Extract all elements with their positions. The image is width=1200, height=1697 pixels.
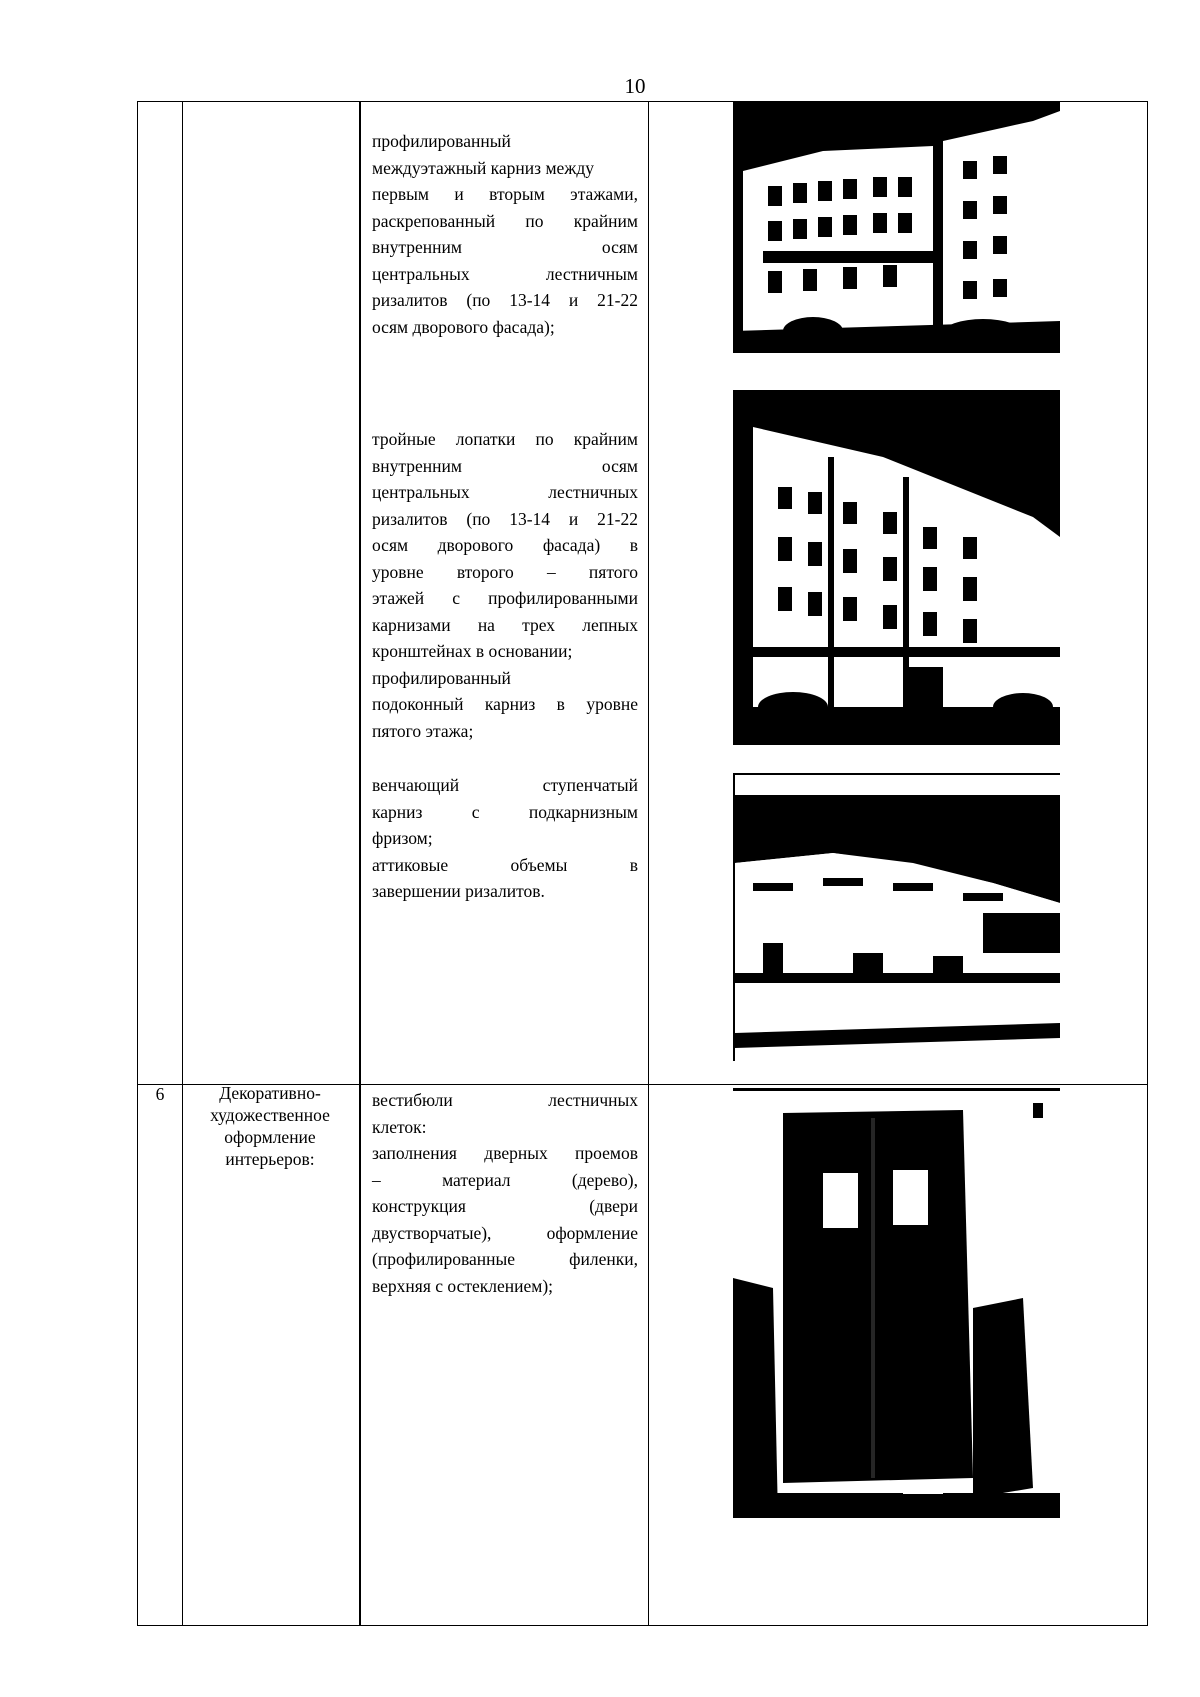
text-line: фризом; bbox=[372, 828, 433, 848]
text-line: осям дворового фасада); bbox=[372, 316, 555, 337]
text-line: аттиковые объемы в bbox=[372, 854, 638, 875]
row-title-line: интерьеров: bbox=[225, 1149, 315, 1169]
text-line: внутренним осям bbox=[372, 455, 638, 476]
text-line: осям дворового фасада) в bbox=[372, 535, 638, 555]
row-number: 6 bbox=[155, 1084, 165, 1104]
text-line: раскрепованный по крайним bbox=[372, 210, 638, 231]
courtyard-facade-photo-2 bbox=[733, 387, 1060, 745]
text-line: уровне второго – пятого bbox=[372, 561, 638, 582]
text-line: внутренним осям bbox=[372, 237, 638, 257]
text-line: клеток: bbox=[372, 1116, 427, 1137]
text-line: кронштейнах в основании; bbox=[372, 641, 573, 661]
text-line: пятого этажа; bbox=[372, 720, 474, 741]
text-line: (профилированные филенки, bbox=[372, 1249, 638, 1269]
courtyard-facade-photo-1 bbox=[733, 101, 1060, 353]
row-title-line: Декоративно- bbox=[219, 1083, 321, 1103]
row-title-line: художественное bbox=[210, 1105, 330, 1125]
row1-block2 bbox=[372, 426, 638, 744]
text-line: двустворчатые), оформление bbox=[372, 1222, 638, 1243]
row1-block1 bbox=[372, 128, 638, 340]
text-line: центральных лестничных bbox=[372, 482, 638, 502]
text-line: карнизами на трех лепных bbox=[372, 614, 638, 635]
text-line: ризалитов (по 13-14 и 21-22 bbox=[372, 290, 638, 310]
text-line: подоконный карниз в уровне bbox=[372, 694, 638, 714]
text-line: завершении ризалитов. bbox=[372, 881, 545, 901]
text-line: этажей с профилированными bbox=[372, 588, 638, 608]
text-line: карниз с подкарнизным bbox=[372, 801, 638, 822]
text-line: венчающий ступенчатый bbox=[372, 775, 638, 795]
text-line: междуэтажный карниз между bbox=[372, 157, 595, 178]
text-line: ризалитов (по 13-14 и 21-22 bbox=[372, 508, 638, 529]
text-line: первым и вторым этажами, bbox=[372, 184, 638, 204]
row1-block3 bbox=[372, 772, 638, 905]
text-line: конструкция (двери bbox=[372, 1196, 638, 1216]
text-line: тройные лопатки по крайним bbox=[372, 429, 638, 449]
text-line: центральных лестничным bbox=[372, 263, 638, 284]
row-title-line: оформление bbox=[224, 1127, 316, 1147]
text-line: вестибюли лестничных bbox=[372, 1090, 638, 1110]
cornice-attic-photo bbox=[733, 773, 1060, 1061]
text-line: профилированный bbox=[372, 667, 511, 688]
row-title bbox=[184, 1082, 356, 1170]
text-line: – материал (дерево), bbox=[372, 1169, 638, 1190]
text-line: заполнения дверных проемов bbox=[372, 1143, 638, 1163]
vestibule-door-photo bbox=[733, 1088, 1060, 1518]
text-line: верхняя с остеклением); bbox=[372, 1275, 554, 1296]
row2-block1 bbox=[372, 1087, 638, 1299]
text-line: профилированный bbox=[372, 131, 511, 151]
page-number: 10 bbox=[624, 74, 646, 98]
